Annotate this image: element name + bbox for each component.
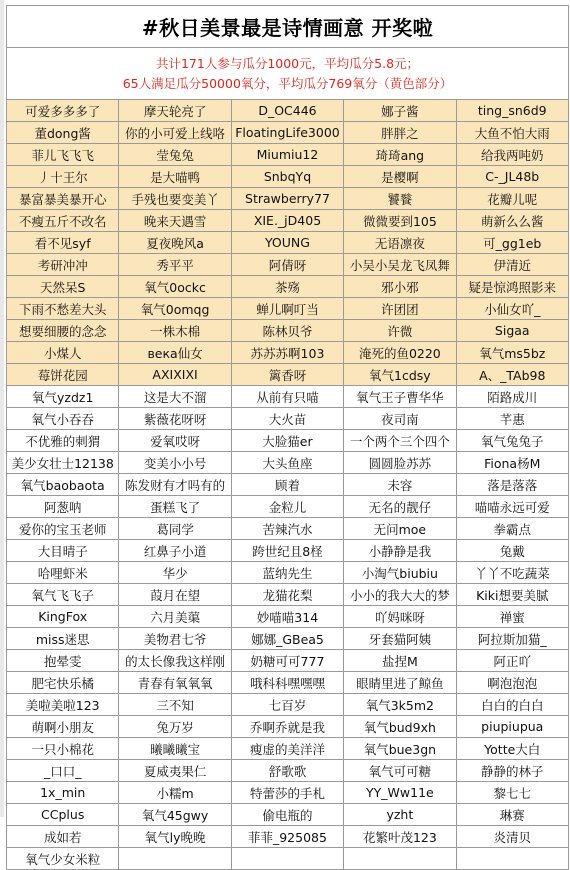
table-row [7, 364, 569, 386]
table-cell[interactable]: 夜司南 [344, 408, 456, 430]
table-cell[interactable]: 变美小小号 [119, 452, 231, 474]
table-cell[interactable]: 是大喵鸭 [119, 166, 231, 188]
table-cell[interactable]: 哈哩虾米 [7, 562, 119, 584]
table-cell[interactable]: 你的小可爱上线咯 [119, 122, 231, 144]
table-row [7, 518, 569, 540]
table-cell[interactable]: 苏苏苏啊103 [231, 342, 343, 364]
table-row [7, 298, 569, 320]
table-cell[interactable]: 肥宅快乐橘 [7, 672, 119, 694]
table-cell[interactable]: piupiupua [456, 716, 568, 738]
table-cell[interactable]: 疑是惊鸿照影来 [456, 276, 568, 298]
table-cell[interactable]: века仙女 [119, 342, 231, 364]
table-cell[interactable]: 大火苗 [231, 408, 343, 430]
table-cell[interactable]: 天然呆S [7, 276, 119, 298]
table-cell[interactable]: 顾着 [231, 474, 343, 496]
table-cell[interactable]: 蝉儿啊叮当 [231, 298, 343, 320]
table-cell[interactable]: ting_sn6d9 [456, 100, 568, 122]
table-cell[interactable]: 莹兔兔 [119, 144, 231, 166]
table-cell[interactable]: 成如若 [7, 826, 119, 848]
table-cell[interactable]: 萌啊小朋友 [7, 716, 119, 738]
table-cell[interactable] [456, 848, 568, 870]
table-cell[interactable]: 氧气bud9xh [344, 716, 456, 738]
table-row [7, 672, 569, 694]
table-cell[interactable]: 陈发财有才吗有的 [119, 474, 231, 496]
table-cell[interactable]: 可_gg1eb [456, 232, 568, 254]
table-cell[interactable]: 苦辣汽水 [231, 518, 343, 540]
table-cell[interactable]: 陌路成川 [456, 386, 568, 408]
table-cell[interactable]: 氧气王子曹华华 [344, 386, 456, 408]
table-cell[interactable]: 小吴小吴龙飞凤舞 [344, 254, 456, 276]
table-cell[interactable]: 大头鱼座 [231, 452, 343, 474]
table-cell[interactable]: 七百岁 [231, 694, 343, 716]
table-row [7, 232, 569, 254]
table-cell[interactable]: _口口_ [7, 760, 119, 782]
table-row [7, 562, 569, 584]
table-cell[interactable]: 不瘦五斤不改名 [7, 210, 119, 232]
table-cell[interactable]: 氧气baobaota [7, 474, 119, 496]
table-cell[interactable]: 1x_min [7, 782, 119, 804]
table-row [7, 342, 569, 364]
table-cell[interactable]: FloatingLife3000 [231, 122, 343, 144]
table-cell[interactable]: 氧气ly晚晚 [119, 826, 231, 848]
table-cell[interactable]: 花繁叶茂123 [344, 826, 456, 848]
winners-table [6, 99, 569, 870]
table-cell[interactable]: 一只小棉花 [7, 738, 119, 760]
table-cell[interactable]: 葭月在望 [119, 584, 231, 606]
table-cell[interactable]: 阿葱呐 [7, 496, 119, 518]
table-cell[interactable]: 静静的林子 [456, 760, 568, 782]
table-cell[interactable]: 篱香呀 [231, 364, 343, 386]
table-cell[interactable]: 一个两个三个四个 [344, 430, 456, 452]
table-cell[interactable]: 瘦虚的美洋洋 [231, 738, 343, 760]
table-cell[interactable]: 胖胖之 [344, 122, 456, 144]
table-cell[interactable]: 美物君七爷 [119, 628, 231, 650]
table-row [7, 606, 569, 628]
table-cell[interactable]: 喵喵永远可爱 [456, 496, 568, 518]
table-cell[interactable]: 伊清近 [456, 254, 568, 276]
table-cell[interactable]: 黎七七 [456, 782, 568, 804]
summary-block [6, 47, 569, 101]
table-cell[interactable] [231, 848, 343, 870]
summary-line: 共计171人参与瓜分1000元，平均瓜分5.8元； [155, 56, 420, 71]
table-cell[interactable]: 落是落落 [456, 474, 568, 496]
table-cell[interactable]: 美少女壮士12138 [7, 452, 119, 474]
table-cell[interactable]: 许微 [344, 320, 456, 342]
table-cell[interactable]: 拳霸点 [456, 518, 568, 540]
table-cell[interactable]: 红鼻子小道 [119, 540, 231, 562]
table-cell[interactable]: yzht [344, 804, 456, 826]
table-cell[interactable]: 六月美蕖 [119, 606, 231, 628]
table-row [7, 100, 569, 122]
table-cell[interactable]: 这是大不溜 [119, 386, 231, 408]
table-cell[interactable]: 看不见syf [7, 232, 119, 254]
table-cell[interactable]: 牙套猫阿姨 [344, 628, 456, 650]
table-cell[interactable]: 偷电瓶的 [231, 804, 343, 826]
table-cell[interactable]: 丫丫不吃蔬菜 [456, 562, 568, 584]
table-cell[interactable]: 可爱多多多了 [7, 100, 119, 122]
table-cell[interactable]: 炎清贝 [456, 826, 568, 848]
table-row [7, 782, 569, 804]
table-cell[interactable]: 抱晕雯 [7, 650, 119, 672]
table-cell[interactable]: 暴富暴美暴开心 [7, 188, 119, 210]
table-cell[interactable]: 萌新么么酱 [456, 210, 568, 232]
table-cell[interactable]: 氧气可可糖 [344, 760, 456, 782]
table-cell[interactable]: 给我两吨奶 [456, 144, 568, 166]
table-cell[interactable]: 啊泡泡泡 [456, 672, 568, 694]
table-cell[interactable]: SnbqYq [231, 166, 343, 188]
table-cell[interactable]: 秀平平 [119, 254, 231, 276]
table-cell[interactable]: 夏夜晚风a [119, 232, 231, 254]
table-cell[interactable]: 夏威夷果仁 [119, 760, 231, 782]
table-cell[interactable]: 从前有只喵 [231, 386, 343, 408]
table-cell[interactable]: 氧气0ockc [119, 276, 231, 298]
table-cell[interactable]: 龙猫花梨 [231, 584, 343, 606]
table-row [7, 122, 569, 144]
table-row [7, 210, 569, 232]
table-cell[interactable]: Sigaa [456, 320, 568, 342]
table-cell[interactable]: 蓝纳先生 [231, 562, 343, 584]
table-cell[interactable]: 无名的靓仔 [344, 496, 456, 518]
table-cell[interactable]: 蛋糕飞了 [119, 496, 231, 518]
table-cell[interactable]: 特蕾莎的手札 [231, 782, 343, 804]
table-cell[interactable]: 小静静是我 [344, 540, 456, 562]
table-cell[interactable]: 妙喵喵314 [231, 606, 343, 628]
table-cell[interactable]: Kiki想要美腻 [456, 584, 568, 606]
table-cell[interactable] [344, 848, 456, 870]
table-cell[interactable]: 氧气bue3gn [344, 738, 456, 760]
table-row [7, 716, 569, 738]
table-row [7, 628, 569, 650]
table-cell[interactable]: 青春有氧氧氧 [119, 672, 231, 694]
table-cell[interactable]: 阿拉斯加猫_ [456, 628, 568, 650]
table-cell[interactable]: 葛同学 [119, 518, 231, 540]
table-row [7, 276, 569, 298]
table-cell[interactable]: D_OC446 [231, 100, 343, 122]
table-cell[interactable]: 是樱啊 [344, 166, 456, 188]
table-cell[interactable]: 氧气少女米粒 [7, 848, 119, 870]
table-cell[interactable]: 氧气兔兔子 [456, 430, 568, 452]
table-cell[interactable]: 盐捏M [344, 650, 456, 672]
table-cell[interactable]: CCplus [7, 804, 119, 826]
table-cell[interactable]: 大脸猫er [231, 430, 343, 452]
table-cell[interactable]: 大目晴子 [7, 540, 119, 562]
row-header-strip [0, 0, 4, 817]
table-cell[interactable]: 兔万岁 [119, 716, 231, 738]
table-cell[interactable]: 美啦美啦123 [7, 694, 119, 716]
table-cell[interactable]: 奶糖可可777 [231, 650, 343, 672]
table-cell[interactable]: 微微要到105 [344, 210, 456, 232]
table-cell[interactable]: 娜娜_GBea5 [231, 628, 343, 650]
table-cell[interactable]: 小仙女吖_ [456, 298, 568, 320]
table-cell[interactable]: 氧气3k5m2 [344, 694, 456, 716]
table-cell[interactable]: 氧气飞飞子 [7, 584, 119, 606]
table-cell[interactable]: 三不知 [119, 694, 231, 716]
table-cell[interactable]: 茶殇 [231, 276, 343, 298]
table-cell[interactable]: YOUNG [231, 232, 343, 254]
table-cell[interactable]: XIE._jD405 [231, 210, 343, 232]
table-row [7, 452, 569, 474]
table-cell[interactable]: 吖妈咪呀 [344, 606, 456, 628]
table-cell[interactable]: 小淘气biubiu [344, 562, 456, 584]
table-cell[interactable]: 陈林贝爷 [231, 320, 343, 342]
table-cell[interactable]: 下雨不愁差大头 [7, 298, 119, 320]
page-title: #秋日美景最是诗情画意 开奖啦 [6, 5, 569, 47]
table-cell[interactable]: YY_Ww11e [344, 782, 456, 804]
table-cell[interactable]: 氧气小吞吞 [7, 408, 119, 430]
table-cell[interactable]: 花瓣儿呢 [456, 188, 568, 210]
table-cell[interactable]: 阿倩呀 [231, 254, 343, 276]
table-cell[interactable]: 爱你的宝玉老师 [7, 518, 119, 540]
table-cell[interactable]: 大鱼不怕大雨 [456, 122, 568, 144]
table-row [7, 804, 569, 826]
table-row [7, 738, 569, 760]
table-cell[interactable]: 想要细腰的念念 [7, 320, 119, 342]
table-cell[interactable]: 的太长像我这样刚 [119, 650, 231, 672]
table-cell[interactable]: Yotte大白 [456, 738, 568, 760]
table-cell[interactable]: 兔戴 [456, 540, 568, 562]
table-cell[interactable]: 邪小邪 [344, 276, 456, 298]
summary-line: 65人满足瓜分50000氧分，平均瓜分769氧分（黄色部分） [122, 76, 453, 91]
table-row [7, 584, 569, 606]
table-cell[interactable]: 眼睛里进了鲸鱼 [344, 672, 456, 694]
table-cell[interactable]: 董dong酱 [7, 122, 119, 144]
table-row [7, 694, 569, 716]
table-row [7, 254, 569, 276]
table-cell[interactable]: 曦曦曦宝 [119, 738, 231, 760]
table-cell[interactable]: 丿十王尔 [7, 166, 119, 188]
table-cell[interactable]: C-_JL48b [456, 166, 568, 188]
table-row [7, 540, 569, 562]
table-cell[interactable]: 氧气yzdz1 [7, 386, 119, 408]
table-cell[interactable]: 乔啊乔就是我 [231, 716, 343, 738]
table-cell[interactable]: 考研冲冲 [7, 254, 119, 276]
table-cell[interactable]: 金粒儿 [231, 496, 343, 518]
table-cell[interactable]: 许团团 [344, 298, 456, 320]
table-row [7, 188, 569, 210]
table-cell[interactable]: 紫薇花呀呀 [119, 408, 231, 430]
table-cell[interactable]: 跨世纪且8柽 [231, 540, 343, 562]
table-row [7, 430, 569, 452]
table-cell[interactable]: Strawberry77 [231, 188, 343, 210]
table-cell[interactable]: 小煤人 [7, 342, 119, 364]
table-row [7, 848, 569, 870]
table-cell[interactable]: 无问moe [344, 518, 456, 540]
table-cell[interactable]: 未容 [344, 474, 456, 496]
table-cell[interactable]: 饕餮 [344, 188, 456, 210]
table-row [7, 650, 569, 672]
table-cell[interactable]: Miumiu12 [231, 144, 343, 166]
table-cell[interactable]: 无语凛夜 [344, 232, 456, 254]
table-cell[interactable]: 小小的我大大的梦 [344, 584, 456, 606]
table-cell[interactable]: 白白的白白 [456, 694, 568, 716]
table-cell[interactable]: 哦科科嘿嘿嘿 [231, 672, 343, 694]
table-row [7, 408, 569, 430]
table-cell[interactable]: 琳赛 [456, 804, 568, 826]
table-cell[interactable] [119, 848, 231, 870]
table-cell[interactable]: AXIXIXI [119, 364, 231, 386]
table-row [7, 144, 569, 166]
table-cell[interactable]: 菲菲_925085 [231, 826, 343, 848]
table-cell[interactable]: 娜子酱 [344, 100, 456, 122]
table-row [7, 826, 569, 848]
table-cell[interactable]: 一株木棉 [119, 320, 231, 342]
table-cell[interactable]: A、_TAb98 [456, 364, 568, 386]
table-row [7, 320, 569, 342]
table-cell[interactable]: 摩天轮亮了 [119, 100, 231, 122]
table-cell[interactable]: 手残也要变美丫 [119, 188, 231, 210]
table-cell[interactable]: 小糯m [119, 782, 231, 804]
table-cell[interactable]: 琦琦ang [344, 144, 456, 166]
table-cell[interactable]: 华少 [119, 562, 231, 584]
table-cell[interactable]: 爱氧哎呀 [119, 430, 231, 452]
table-cell[interactable]: 氧气1cdsy [344, 364, 456, 386]
table-cell[interactable]: 淹死的鱼0220 [344, 342, 456, 364]
table-cell[interactable]: 莓饼花园 [7, 364, 119, 386]
table-row [7, 760, 569, 782]
table-cell[interactable]: miss迷思 [7, 628, 119, 650]
table-cell[interactable]: KingFox [7, 606, 119, 628]
table-cell[interactable]: 氧气0omqg [119, 298, 231, 320]
table-cell[interactable]: 舒歌歌 [231, 760, 343, 782]
table-row [7, 474, 569, 496]
table-cell[interactable]: 不优雅的刺猬 [7, 430, 119, 452]
table-cell[interactable]: 晚来天遇雪 [119, 210, 231, 232]
table-cell[interactable]: Fiona杨M [456, 452, 568, 474]
table-cell[interactable]: 菲儿飞飞飞 [7, 144, 119, 166]
table-cell[interactable]: 阿正吖 [456, 650, 568, 672]
table-cell[interactable]: 禅蜜 [456, 606, 568, 628]
table-cell[interactable]: 芊惠 [456, 408, 568, 430]
table-row [7, 496, 569, 518]
table-row [7, 386, 569, 408]
table-cell[interactable]: 氧气ms5bz [456, 342, 568, 364]
table-cell[interactable]: 圆圆脸苏苏 [344, 452, 456, 474]
table-row [7, 166, 569, 188]
table-cell[interactable]: 氧气45gwy [119, 804, 231, 826]
